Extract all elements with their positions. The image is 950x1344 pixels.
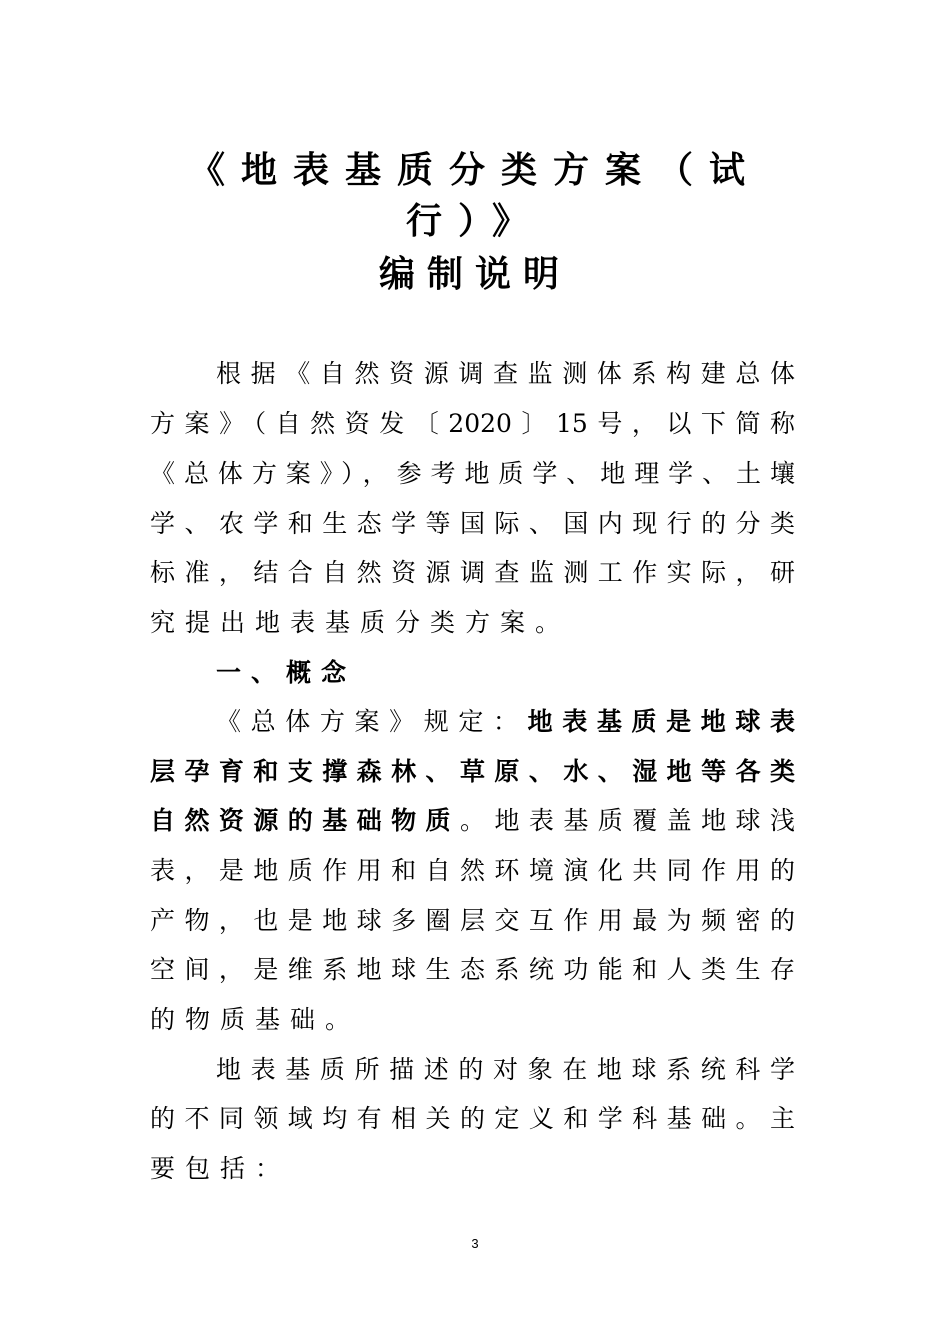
paragraph-2-line-1 [216, 705, 795, 739]
paragraph-2-line-6: 空间，是维系地球生态系统功能和人类生存 [150, 955, 795, 984]
paragraph-2-continuation: 。地表基质覆盖地球浅 [460, 806, 795, 835]
paragraph-1-line-5: 标准，结合自然资源调查监测工作实际，研 [150, 558, 795, 587]
paragraph-3-line-1: 地表基质所描述的对象在地球系统科学 [216, 1055, 795, 1084]
paragraph-1-line-3: 《总体方案》），参考地质学、地理学、土壤 [150, 459, 795, 488]
paragraph-2-line-2: 层孕育和支撑森林、草原、水、湿地等各类 [150, 757, 795, 786]
paragraph-2-line-3 [150, 804, 795, 838]
document-title-line-1: 《地表基质分类方案（试 [188, 149, 761, 191]
paragraph-1-line-6: 究提出地表基质分类方案。 [150, 608, 571, 637]
paragraph-2-definition-end: 自然资源的基础物质 [150, 806, 460, 835]
document-subtitle: 编制说明 [378, 253, 571, 295]
paragraph-2-line-4: 表，是地质作用和自然环境演化共同作用的 [150, 856, 795, 885]
paragraph-3-line-3: 要包括： [150, 1154, 291, 1183]
paragraph-2-line-5: 产物，也是地球多圈层交互作用最为频密的 [150, 906, 795, 935]
section-heading-concept: 一、概念 [216, 658, 357, 687]
paragraph-1-line-2: 方案》（自然资发〔2020〕15号，以下简称 [150, 409, 795, 438]
paragraph-2-prefix: 《总体方案》规定： [216, 707, 528, 736]
paragraph-3-line-2: 的不同领域均有相关的定义和学科基础。主 [150, 1104, 795, 1133]
page-number: 3 [471, 1236, 479, 1251]
paragraph-1-line-1: 根据《自然资源调查监测体系构建总体 [216, 359, 795, 388]
paragraph-2-line-7: 的物质基础。 [150, 1005, 361, 1034]
paragraph-1-line-4: 学、农学和生态学等国际、国内现行的分类 [150, 509, 795, 538]
paragraph-2-definition-start: 地表基质是地球表 [527, 707, 795, 736]
document-title-line-2: 行）》 [405, 200, 544, 242]
